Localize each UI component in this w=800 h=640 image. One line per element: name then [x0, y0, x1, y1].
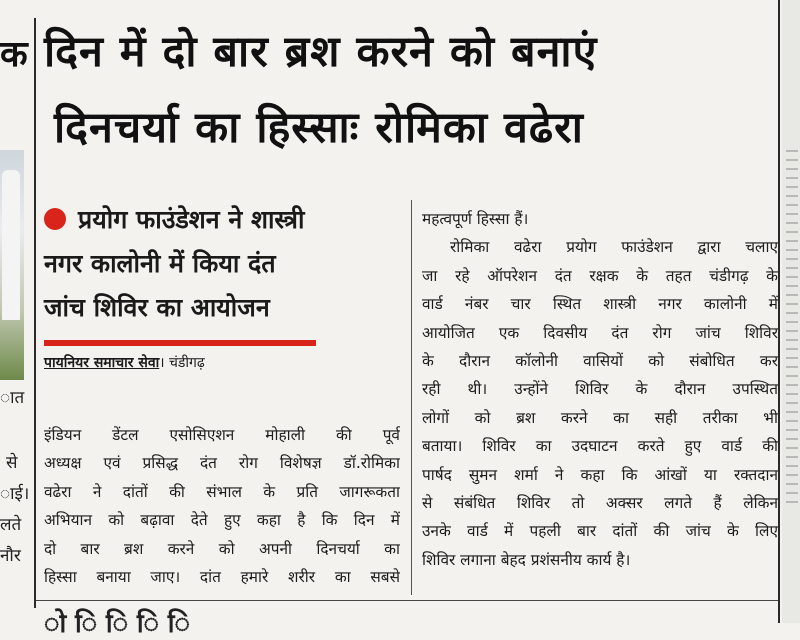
subheading-red-rule — [44, 340, 316, 346]
left-photo-figure — [2, 170, 20, 320]
red-bullet-icon — [44, 208, 66, 230]
body-right-line: जा रहे ऑपरेशन दंत रक्षक के तहत चंडीगढ़ के — [422, 266, 778, 285]
subheading-line-1 — [44, 198, 404, 242]
body-right-line: से संबंधित शिविर तो अक्सर लगते हैं लेकिन — [422, 493, 778, 512]
left-text-fragment-3: लते — [0, 515, 22, 535]
left-text-fragment-2: ाई। — [0, 484, 30, 504]
body-left-line: अभियान को बढ़ावा देते हुए कहा है कि दिन में — [44, 511, 400, 530]
body-left-line: वढेरा ने दांतों की संभाल के प्रति जागरूकता — [44, 482, 400, 501]
body-right-line: पार्षद सुमन शर्मा ने कहा कि आंखों या रक्तदान — [422, 465, 778, 484]
body-right-line: लोगों को ब्रश करने का सही तरीका भी — [422, 408, 778, 427]
byline — [44, 353, 205, 372]
left-text-fragment-4: नौर — [0, 546, 21, 566]
subheading-line-2: नगर कालोनी में किया दंत — [44, 249, 276, 278]
bottom-rule — [36, 600, 778, 601]
body-right-line: महत्वपूर्ण हिस्सा हैं। — [422, 210, 529, 228]
byline-separator: । — [159, 355, 165, 371]
body-right-line: के दौरान कॉलोनी वासियों को संबोधित कर — [422, 351, 778, 370]
column-divider-right — [778, 0, 780, 623]
subheading — [44, 198, 404, 330]
left-text-fragment-1: से — [6, 453, 18, 473]
body-left-line: अध्यक्ष एवं प्रसिद्ध दंत रोग विशेषज्ञ डॉ.रोमिका — [44, 454, 400, 473]
byline-agency: पायनियर समाचार सेवा — [44, 355, 160, 371]
body-right-line: रही थी। उन्होंने शिविर के दौरान उपस्थित — [422, 380, 778, 399]
left-caption-fragment: ात — [0, 388, 25, 408]
body-left-line: हिस्सा बनाया जाए। दांत हमारे शरीर का सबसे — [44, 567, 400, 586]
subheading-line-3: जांच शिविर का आयोजन — [44, 293, 270, 322]
body-right-line: उनके वार्ड में पहली बार दांतों की जांच के लिए — [422, 522, 778, 541]
subheading-line-1-text: प्रयोग फाउंडेशन ने शास्त्री — [78, 205, 305, 234]
headline-line-1: दिन में दो बार ब्रश करने को बनाएं — [44, 27, 598, 77]
body-left-column — [44, 421, 400, 591]
column-divider-center — [411, 200, 412, 595]
byline-city: चंडीगढ़ — [169, 355, 205, 371]
body-right-line: रोमिका वढेरा प्रयोग फाउंडेशन द्वारा चलाए — [450, 238, 778, 257]
body-right-line: वार्ड नंबर चार स्थित शास्त्री नगर कालोनी में — [422, 295, 778, 314]
body-right-line: आयोजित एक दिवसीय दंत रोग जांच शिविर — [422, 323, 778, 342]
bottom-headline-fragment: ो ि ि ि ि — [44, 609, 192, 639]
right-edge-text-fragment — [786, 150, 798, 510]
body-left-line: दो बार ब्रश करने को अपनी दिनचर्या का — [44, 539, 400, 558]
left-column-fragment — [0, 0, 30, 623]
body-right-line: शिविर लगाना बेहद प्रशंसनीय कार्य है। — [422, 550, 631, 569]
body-right-column — [422, 205, 778, 574]
body-left-line: इंडियन डेंटल एसोसिएशन मोहाली की पूर्व — [44, 426, 400, 444]
headline-line-2: दिनचर्या का हिस्साः रोमिका वढेरा — [54, 103, 584, 153]
left-headline-fragment: क — [0, 34, 28, 75]
headline — [44, 16, 774, 168]
column-divider-left — [34, 18, 36, 608]
body-right-line: बताया। शिविर का उदघाटन करते हुए वार्ड की — [422, 437, 778, 456]
